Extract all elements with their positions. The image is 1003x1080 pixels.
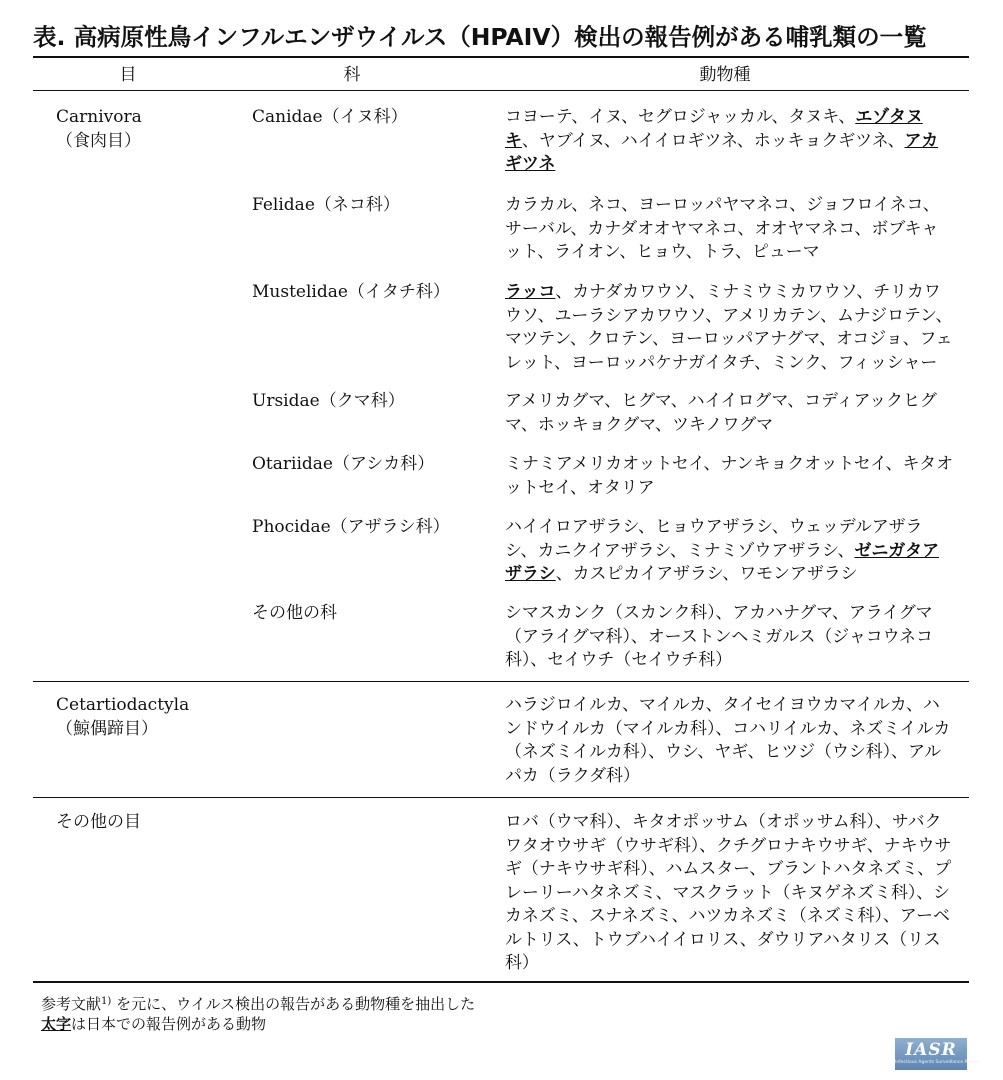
family-felidae: Felidae（ネコ科）	[252, 195, 400, 215]
family-phocidae: Phocidae（アザラシ科）	[252, 517, 450, 537]
logo-text: IASR	[905, 1040, 957, 1060]
header-rule	[33, 90, 969, 91]
species-text: ハラジロイルカ、マイルカ、タイセイヨウカマイルカ、ハンドウイルカ（マイルカ科）、コハリイルカ、ネズミイルカ（ネズミイルカ科）、ウシ、ヤギ、ヒツジ（ウシ科）、アルパカ（ラクダ科）	[505, 695, 951, 786]
note-text: は日本での報告例がある動物	[71, 1015, 267, 1033]
family-otariidae: Otariidae（アシカ科）	[252, 454, 435, 474]
species-ursidae	[505, 390, 953, 437]
family-ursidae: Ursidae（クマ科）	[252, 391, 405, 411]
species-japan-bold: ゼニガタアザラシ	[505, 540, 939, 584]
group-rule	[33, 681, 969, 682]
reference-superscript: 1)	[101, 996, 112, 1007]
species-other-families	[505, 602, 953, 673]
species-japan-bold: エゾタヌキ	[505, 107, 923, 151]
header-family: 科	[343, 65, 361, 85]
species-text: ロバ（ウマ科）、キタオポッサム（オポッサム科）、サバクワタオウサギ（ウサギ科）、クチグロナキウサギ、ナキウサギ（ナキウサギ科）、ハムスター、ブラントハタネズミ、プレーリーハタネズミ、マスクラット（キヌゲネズミ科）、シカネズミ、スナネズミ、ハツカネズミ（ネズミ科）、アーベルトリス、トウブハイイロリス、ダウリアハタリス（リス科）	[505, 812, 952, 973]
order-carnivora	[56, 106, 246, 153]
family-canidae: Canidae（イヌ科）	[252, 107, 408, 127]
iasr-logo	[895, 1038, 980, 1070]
species-otariidae	[505, 453, 953, 500]
header-order: 目	[119, 65, 137, 85]
order-other	[56, 811, 246, 835]
bold-legend-word: 太字	[41, 1015, 72, 1033]
species-mustelidae	[505, 281, 953, 375]
order-name: Cetartiodactyla	[56, 695, 190, 715]
species-phocidae	[505, 516, 953, 587]
header-species: 動物種	[699, 65, 751, 85]
bottom-rule	[33, 981, 969, 983]
species-text: アメリカグマ、ヒグマ、ハイイログマ、コディアックヒグマ、ホッキョクグマ、ツキノワグマ	[505, 391, 937, 435]
species-canidae	[505, 106, 953, 177]
species-text: 、ヤブイヌ、ハイイロギツネ、ホッキョクギツネ、	[521, 130, 905, 151]
species-text: 、カスピカイアザラシ、ワモンアザラシ	[555, 564, 858, 584]
logo-subtext: Infectious Agents Surveillance Report	[895, 1060, 980, 1065]
species-felidae	[505, 194, 953, 265]
order-cetartiodactyla	[56, 694, 246, 741]
note-reference	[41, 991, 475, 1015]
order-name-ja: （食肉目）	[56, 130, 141, 151]
family-other: その他の科	[252, 603, 337, 623]
species-text: コヨーテ、イヌ、セグロジャッカル、タヌキ、	[505, 107, 856, 127]
species-text: カラカル、ネコ、ヨーロッパヤマネコ、ジョフロイネコ、サーバル、カナダオオヤマネコ、オオヤマネコ、ボブキャット、ライオン、ヒョウ、トラ、ピューマ	[505, 195, 940, 262]
group-rule	[33, 797, 969, 798]
species-text: ミナミアメリカオットセイ、ナンキョクオットセイ、キタオットセイ、オタリア	[505, 454, 953, 498]
order-name: Carnivora	[56, 107, 142, 127]
note-text: 参考文献	[41, 995, 102, 1013]
order-name: その他の目	[56, 812, 141, 832]
species-text: シマスカンク（スカンク科）、アカハナグマ、アライグマ（アライグマ科）、オーストンヘミガルス（ジャコウネコ科）、セイウチ（セイウチ科）	[505, 603, 933, 670]
species-japan-bold: アカギツネ	[505, 130, 939, 174]
top-rule	[33, 56, 969, 58]
table-title: 表. 高病原性鳥インフルエンザウイルス（HPAIV）検出の報告例がある哺乳類の一覧	[33, 23, 927, 51]
family-mustelidae: Mustelidae（イタチ科）	[252, 282, 450, 302]
species-text: ハイイロアザラシ、ヒョウアザラシ、ウェッデルアザラシ、カニクイアザラシ、ミナミゾウアザラシ、	[505, 517, 923, 561]
species-text: 、カナダカワウソ、ミナミウミカワウソ、チリカワウソ、ユーラシアカワウソ、アメリカテン、ムナジロテン、マツテン、クロテン、ヨーロッパアナグマ、オコジョ、フェレット、ヨーロッパケナガイタチ、ミンク、フィッシャー	[505, 282, 953, 373]
species-other-orders	[505, 811, 953, 976]
species-japan-bold: ラッコ	[505, 282, 556, 302]
species-cetartiodactyla	[505, 694, 953, 788]
note-text: を元に、ウイルス検出の報告がある動物種を抽出した	[116, 995, 476, 1013]
order-name-ja: （鯨偶蹄目）	[56, 718, 158, 739]
note-bold-legend	[41, 1013, 266, 1035]
